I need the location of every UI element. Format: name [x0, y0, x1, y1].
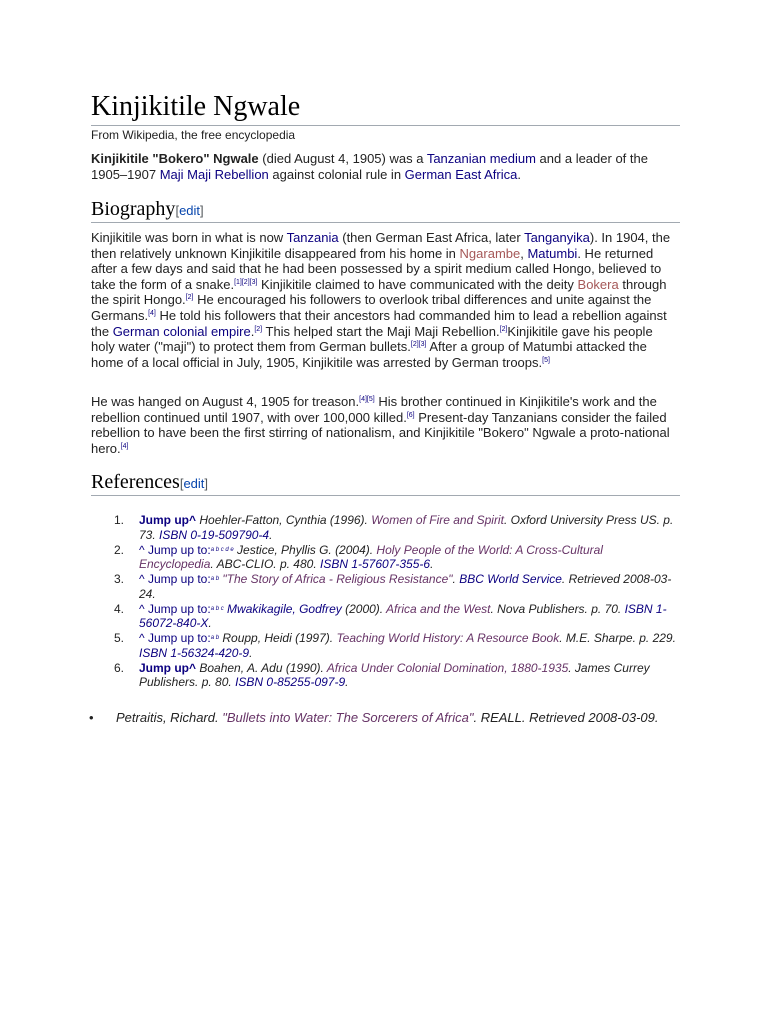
lead-text: against colonial rule in	[268, 166, 405, 182]
author-link[interactable]: Mwakikagile, Godfrey	[227, 601, 342, 616]
text: . Nova Publishers. p. 70.	[490, 601, 625, 616]
text: (then German East Africa, later	[338, 230, 525, 245]
link-ngarambe[interactable]: Ngarambe	[459, 245, 521, 261]
citation[interactable]: [1][2][3]	[234, 278, 258, 286]
caret: ^	[139, 572, 145, 586]
text: This helped start the Maji Maji Rebellion.	[262, 323, 500, 339]
subject-name: Kinjikitile "Bokero" Ngwale	[91, 151, 259, 166]
link-maji-maji-rebellion[interactable]: Maji Maji Rebellion	[159, 166, 269, 182]
jump-up-to-label: Jump up to:	[144, 631, 211, 645]
text: .	[249, 645, 253, 660]
link-bokera[interactable]: Bokera	[577, 276, 619, 292]
text: Petraitis, Richard.	[116, 710, 223, 725]
lead-text: .	[517, 166, 521, 182]
reference-item	[114, 660, 679, 690]
publisher-link[interactable]: BBC World Service	[459, 572, 562, 586]
text: .	[345, 675, 349, 689]
text: .	[208, 616, 212, 630]
text: .	[250, 323, 255, 339]
isbn-link[interactable]: ISBN 0-85255-097-9	[235, 675, 346, 689]
citation[interactable]: [6]	[406, 411, 415, 419]
link-german-east-africa[interactable]: German East Africa	[404, 166, 518, 182]
bracket: ]	[200, 203, 204, 218]
text: . Oxford University Press US. p. 73.	[139, 513, 674, 542]
text: Roupp, Heidi (1997).	[219, 631, 337, 645]
text: Hoehler-Fatton, Cynthia (1996).	[196, 513, 372, 527]
reference-title-link[interactable]: Women of Fire and Spirit	[371, 513, 504, 527]
reference-item	[114, 601, 679, 631]
text: ,	[520, 245, 528, 261]
text: . He returned after a few days and said that he had been possessed by a spirit medium called Hongo, believed to take the form of a snake.	[91, 245, 662, 292]
link-tanzania[interactable]: Tanzania	[286, 230, 339, 245]
reference-number: 3.	[114, 572, 125, 586]
link-tanzanian-medium[interactable]: Tanzanian medium	[426, 151, 536, 166]
citation[interactable]: [2]	[185, 294, 194, 302]
backlink-letters[interactable]: a b c	[210, 605, 224, 612]
bracket: [	[175, 203, 180, 218]
references-heading	[91, 470, 680, 496]
text: Jestice, Phyllis G. (2004).	[233, 542, 377, 557]
text: Kinjikitile was born in what is now	[91, 230, 287, 245]
link-tanganyika[interactable]: Tanganyika	[524, 230, 590, 245]
reference-title-link[interactable]: Africa and the West	[386, 601, 491, 616]
text: Kinjikitile claimed to have communicated with the deity	[257, 276, 578, 292]
heading-text: Biography	[91, 198, 176, 220]
lead-text: and a leader of the 1905–1907	[91, 151, 648, 182]
text: . ABC-CLIO. p. 480.	[210, 557, 320, 571]
reference-title-link[interactable]: "The Story of Africa - Religious Resistance"	[222, 572, 453, 586]
backlink-letters[interactable]: a b	[210, 576, 220, 582]
text: His brother continued in Kinjikitile's work and the rebellion continued until 1907, with over 100,000 killed.	[91, 394, 657, 425]
citation[interactable]: [4]	[120, 442, 129, 450]
link-matumbi[interactable]: Matumbi	[527, 245, 578, 261]
reference-list	[114, 513, 679, 690]
text: . James Currey Publishers. p. 80.	[139, 660, 650, 689]
jump-up-link[interactable]: Jump up^	[139, 513, 197, 527]
reference-item	[114, 631, 679, 660]
text: Present-day Tanzanians consider the failed rebellion to have been the first stirring of nationalism, and Kinjikitile "Bokero" Ngwale a proto-national hero.	[91, 409, 670, 456]
site-tagline: From Wikipedia, the free encyclopedia	[91, 128, 296, 142]
caret: ^	[139, 601, 145, 616]
text: . M.E. Sharpe. p. 229.	[559, 631, 676, 645]
lead-paragraph	[91, 151, 680, 182]
text: He told his followers that their ancestors had commanded him to lead a rebellion against the	[91, 307, 667, 339]
reference-title-link[interactable]: Teaching World History: A Resource Book	[336, 631, 560, 645]
reference-number: 4.	[114, 601, 125, 616]
reference-number: 2.	[114, 542, 125, 557]
text: ). In 1904, the then relatively unknown Kinjikitile disappeared from his home in	[91, 230, 671, 261]
link-german-colonial-empire[interactable]: German colonial empire	[112, 323, 251, 339]
text: . REALL. Retrieved 2008-03-09.	[473, 710, 659, 725]
jump-up-to-label: Jump up to:	[144, 601, 211, 616]
edit-section	[180, 476, 208, 491]
reference-title-link[interactable]: Holy People of the World: A Cross-Cultural Encyclopedia	[139, 542, 603, 571]
isbn-link[interactable]: ISBN 1-56072-840-X	[139, 601, 667, 630]
citation[interactable]: [2]	[254, 325, 263, 333]
backlink-letters[interactable]: a b	[210, 635, 220, 641]
biography-heading	[91, 197, 680, 223]
text: through the spirit Hongo.	[91, 276, 667, 308]
text: .	[452, 572, 460, 586]
text: He was hanged on August 4, 1905 for treason.	[91, 394, 360, 409]
external-article-link[interactable]: "Bullets into Water: The Sorcerers of Africa"	[222, 710, 474, 725]
page-title: Kinjikitile Ngwale	[91, 90, 680, 126]
reference-item	[114, 513, 679, 542]
reference-title-link[interactable]: Africa Under Colonial Domination, 1880-1935	[326, 660, 569, 675]
text: (2000).	[341, 601, 387, 616]
backlink-letters[interactable]: a b c d e	[210, 546, 234, 553]
lead-text: (died August 4, 1905) was a	[258, 151, 427, 166]
isbn-link[interactable]: ISBN 0-19-509790-4	[159, 527, 270, 542]
reference-number: 1.	[114, 513, 125, 527]
text: He encouraged his followers to overlook tribal differences and unite against the Germans.	[91, 292, 652, 323]
text: Boahen, A. Adu (1990).	[196, 660, 327, 675]
reference-number: 6.	[114, 660, 125, 675]
biography-paragraph-2	[91, 394, 680, 456]
jump-up-to-label: Jump up to:	[144, 542, 211, 557]
jump-up-link[interactable]: Jump up^	[139, 660, 197, 675]
text: . Retrieved 2008-03-24.	[139, 572, 672, 601]
edit-section	[175, 203, 203, 218]
isbn-link[interactable]: ISBN 1-57607-355-6	[320, 557, 431, 571]
heading-text: References	[91, 471, 180, 493]
citation[interactable]: [2][3]	[410, 341, 427, 349]
text: .	[430, 557, 434, 571]
reference-number: 5.	[114, 631, 125, 645]
caret: ^	[139, 542, 145, 557]
citation[interactable]: [4][5]	[359, 396, 375, 403]
isbn-link[interactable]: ISBN 1-56324-420-9	[139, 645, 250, 660]
citation[interactable]: [2]	[499, 325, 508, 333]
edit-references-link[interactable]: edit	[183, 476, 205, 491]
text: .	[269, 527, 273, 542]
edit-biography-link[interactable]: edit	[179, 203, 201, 218]
text: After a group of Matumbi attacked the home of a local official in July, 1905, Kinjikitile was arrested by German troops.	[91, 339, 647, 370]
citation[interactable]: [4]	[148, 309, 156, 317]
reference-item	[114, 542, 679, 572]
biography-paragraph-1	[91, 230, 680, 370]
jump-up-to-label: Jump up to:	[144, 572, 211, 586]
reference-item	[114, 572, 679, 601]
bracket: ]	[204, 476, 209, 491]
bullet: •	[89, 710, 94, 725]
bracket: [	[179, 476, 184, 491]
caret: ^	[139, 631, 145, 645]
text: Kinjikitile gave his people holy water ("maji") to protect them from German bullets.	[91, 323, 653, 355]
citation[interactable]: [5]	[542, 356, 550, 364]
